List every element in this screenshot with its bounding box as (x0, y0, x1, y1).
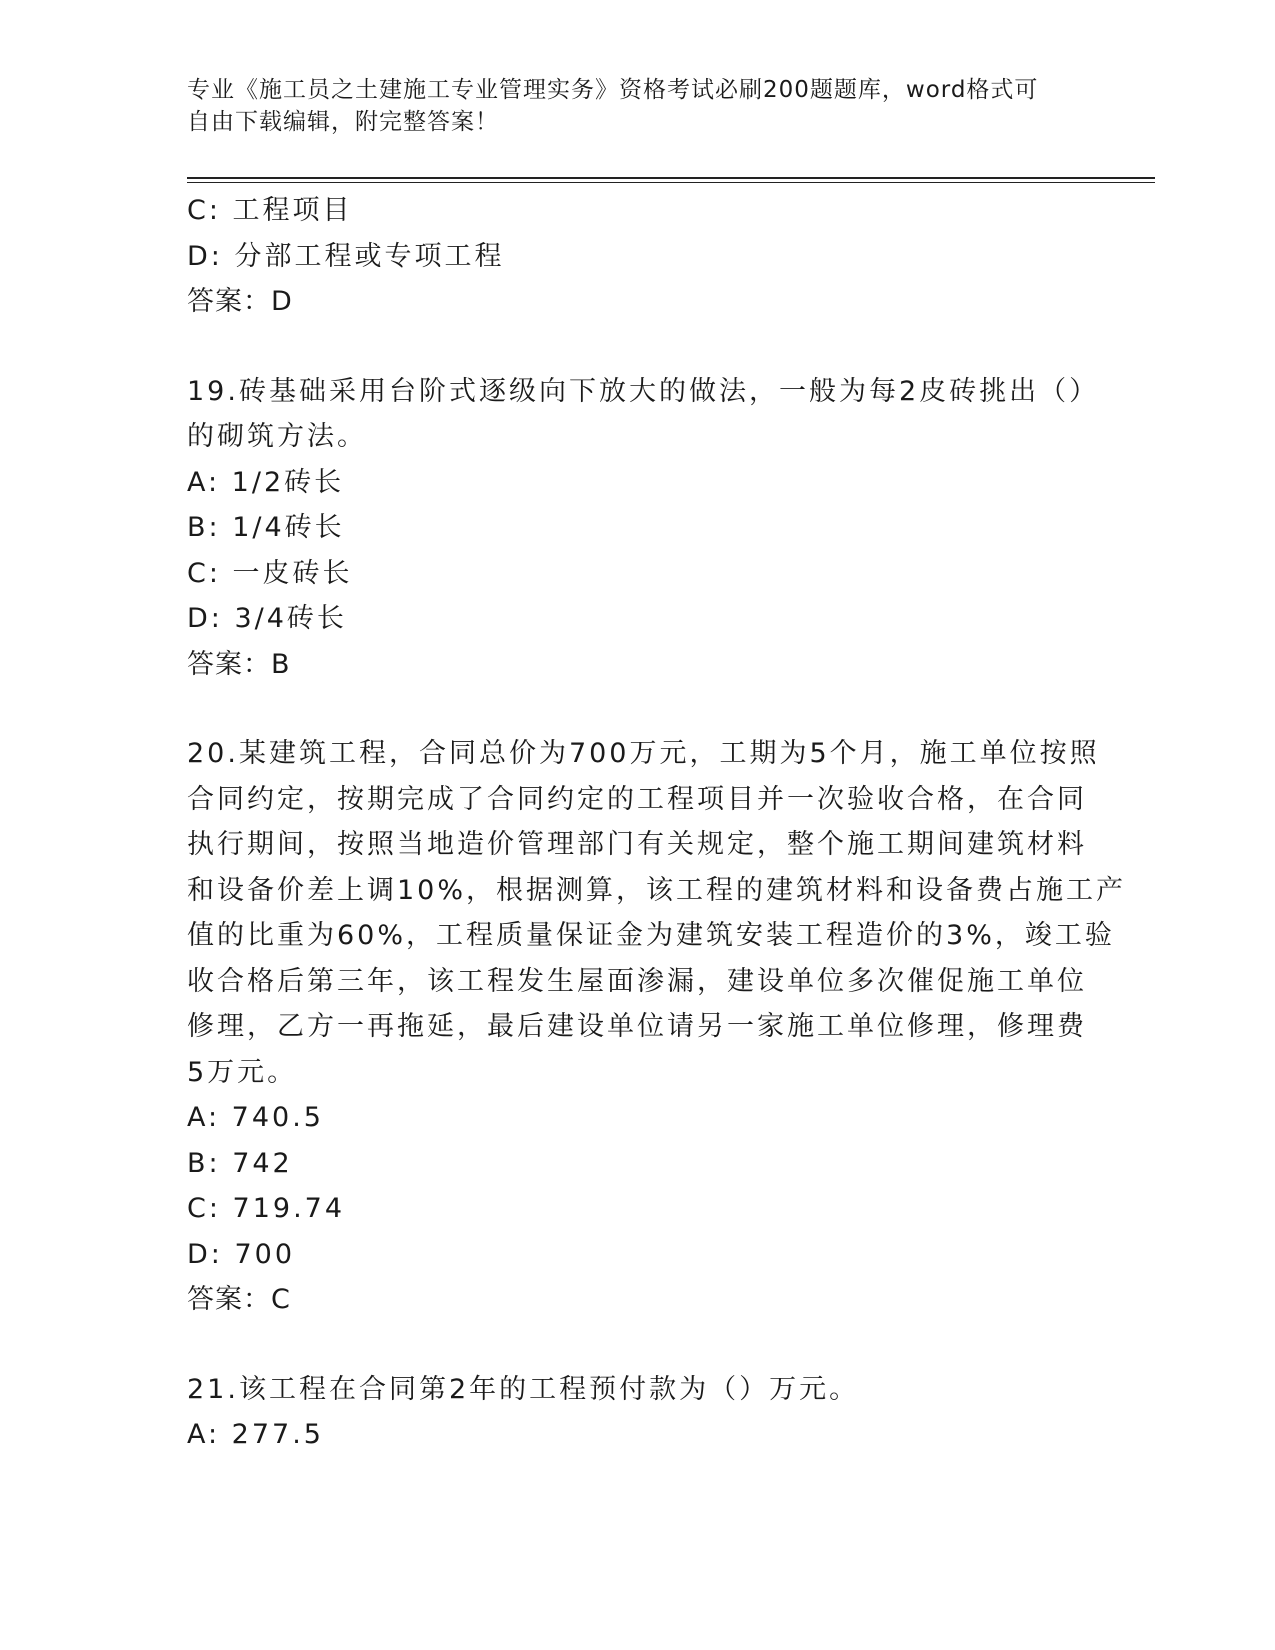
q20-option-a: A: 740.5 (187, 1102, 324, 1133)
header-divider-thin (187, 182, 1155, 183)
question-19 (187, 369, 1100, 688)
spacer (187, 687, 1087, 731)
header-title-line-1: 专业《施工员之土建施工专业管理实务》资格考试必刷200题题库，word格式可 (187, 77, 1039, 103)
q20-answer: 答案：C (187, 1284, 291, 1315)
q20-option-c: C: 719.74 (187, 1193, 346, 1224)
q19-stem-line-2: 的砌筑方法。 (187, 421, 367, 452)
prev-answer: 答案：D (187, 286, 293, 317)
q19-stem-line-1: 19.砖基础采用台阶式逐级向下放大的做法，一般为每2皮砖挑出（） (187, 375, 1100, 407)
header-title-line-2: 自由下载编辑，附完整答案！ (187, 109, 499, 135)
q20-stem-line-4: 和设备价差上调10%，根据测算，该工程的建筑材料和设备费占施工产 (187, 874, 1127, 906)
header-divider-thick (187, 177, 1155, 179)
prev-option-d: D: 分部工程或专项工程 (187, 240, 505, 272)
q20-stem-line-3: 执行期间，按照当地造价管理部门有关规定，整个施工期间建筑材料 (187, 829, 1087, 860)
q19-option-d: D: 3/4砖长 (187, 603, 347, 634)
page-header (187, 74, 1087, 138)
q20-stem-line-5: 值的比重为60%，工程质量保证金为建筑安装工程造价的3%，竣工验 (187, 920, 1115, 951)
q20-stem-line-6: 收合格后第三年，该工程发生屋面渗漏，建设单位多次催促施工单位 (187, 965, 1087, 997)
question-body (187, 188, 1127, 1458)
q20-option-b: B: 742 (187, 1147, 293, 1179)
spacer (187, 325, 1087, 369)
q20-stem-line-7: 修理，乙方一再拖延，最后建设单位请另一家施工单位修理，修理费 (187, 1011, 1087, 1042)
q20-option-d: D: 700 (187, 1238, 296, 1270)
prev-option-c: C: 工程项目 (187, 195, 353, 226)
q19-option-a: A: 1/2砖长 (187, 466, 345, 498)
question-21 (187, 1367, 1087, 1458)
q19-option-c: C: 一皮砖长 (187, 557, 353, 589)
q21-option-a: A: 277.5 (187, 1419, 324, 1450)
q19-answer: 答案：B (187, 648, 291, 680)
spacer (187, 1323, 1087, 1367)
q20-stem-line-1: 20.某建筑工程，合同总价为700万元，工期为5个月，施工单位按照 (187, 738, 1100, 769)
q19-option-b: B: 1/4砖长 (187, 512, 345, 543)
q21-stem-line-1: 21.该工程在合同第2年的工程预付款为（）万元。 (187, 1373, 860, 1405)
q20-stem-line-8: 5万元。 (187, 1056, 298, 1088)
question-20 (187, 731, 1127, 1323)
q20-stem-line-2: 合同约定，按期完成了合同约定的工程项目并一次验收合格，在合同 (187, 783, 1087, 815)
